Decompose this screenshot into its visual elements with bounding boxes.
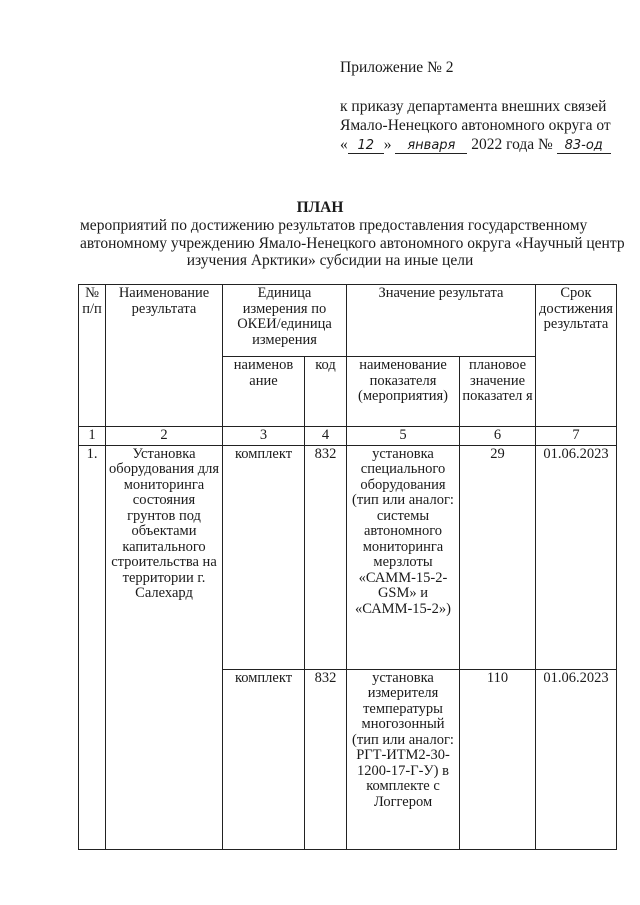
appendix-line-2: Ямало-Ненецкого автономного округа от bbox=[340, 117, 611, 134]
header-value: Значение результата bbox=[347, 285, 536, 357]
row-number: 1. bbox=[79, 445, 106, 849]
plan-subtitle bbox=[80, 217, 625, 270]
column-number: 6 bbox=[460, 427, 536, 446]
plan-subtitle-line-2: автономному учреждению Ямало-Ненецкого автономного округа «Научный центр bbox=[80, 234, 625, 252]
deadline: 01.06.2023 bbox=[536, 669, 617, 849]
column-number: 7 bbox=[536, 427, 617, 446]
date-close-quote: » bbox=[383, 136, 392, 153]
unit-name: комплект bbox=[223, 445, 305, 669]
header-planned-value: плановое значение показател я bbox=[460, 357, 536, 427]
planned-value: 29 bbox=[460, 445, 536, 669]
plan-subtitle-line-1: мероприятий по достижению результатов предоставления государственному bbox=[80, 217, 588, 234]
plan-subtitle-line-3: изучения Арктики» субсидии на иные цели bbox=[186, 252, 474, 269]
appendix-block bbox=[340, 58, 630, 154]
deadline: 01.06.2023 bbox=[536, 445, 617, 669]
planned-value: 110 bbox=[460, 669, 536, 849]
date-day-handwritten: 12 bbox=[348, 139, 384, 154]
plan-table bbox=[78, 284, 617, 850]
column-number: 5 bbox=[347, 427, 460, 446]
indicator-name: установка измерителя температуры многозонный (тип или аналог: РГТ-ИТМ2-30-1200-17-Г-У) в комплекте с Логгером bbox=[347, 669, 460, 849]
header-num: № п/п bbox=[79, 285, 106, 427]
header-unit-code: код bbox=[305, 357, 347, 427]
unit-code: 832 bbox=[305, 445, 347, 669]
unit-code: 832 bbox=[305, 669, 347, 849]
order-number-handwritten: 83-од bbox=[557, 139, 611, 154]
column-number: 2 bbox=[106, 427, 223, 446]
column-number: 4 bbox=[305, 427, 347, 446]
date-open-quote: « bbox=[340, 136, 348, 153]
header-row-1 bbox=[79, 285, 617, 357]
column-number: 1 bbox=[79, 427, 106, 446]
appendix-date-line bbox=[340, 135, 630, 154]
appendix-line-1: к приказу департамента внешних связей bbox=[340, 98, 607, 115]
plan-title: ПЛАН bbox=[296, 199, 344, 216]
table-row bbox=[79, 445, 617, 669]
column-number-row bbox=[79, 427, 617, 446]
header-deadline: Срок достижения результата bbox=[536, 285, 617, 427]
column-number: 3 bbox=[223, 427, 305, 446]
header-name: Наименование результата bbox=[106, 285, 223, 427]
unit-name: комплект bbox=[223, 669, 305, 849]
date-month-handwritten: января bbox=[395, 139, 467, 154]
result-name: Установка оборудования для мониторинга состояния грунтов под объектами капитального строительства на территории г. Салехард bbox=[106, 445, 223, 849]
header-unit-name: наименов ание bbox=[223, 357, 305, 427]
date-year: 2022 года № bbox=[471, 136, 553, 153]
appendix-title: Приложение № 2 bbox=[340, 59, 454, 76]
header-unit: Единица измерения по ОКЕИ/единица измерения bbox=[223, 285, 347, 357]
header-indicator-name: наименование показателя (мероприятия) bbox=[347, 357, 460, 427]
indicator-name: установка специального оборудования (тип или аналог: системы автономного мониторинга мерзлоты «САММ-15-2-GSM» и «САММ-15-2») bbox=[347, 445, 460, 669]
